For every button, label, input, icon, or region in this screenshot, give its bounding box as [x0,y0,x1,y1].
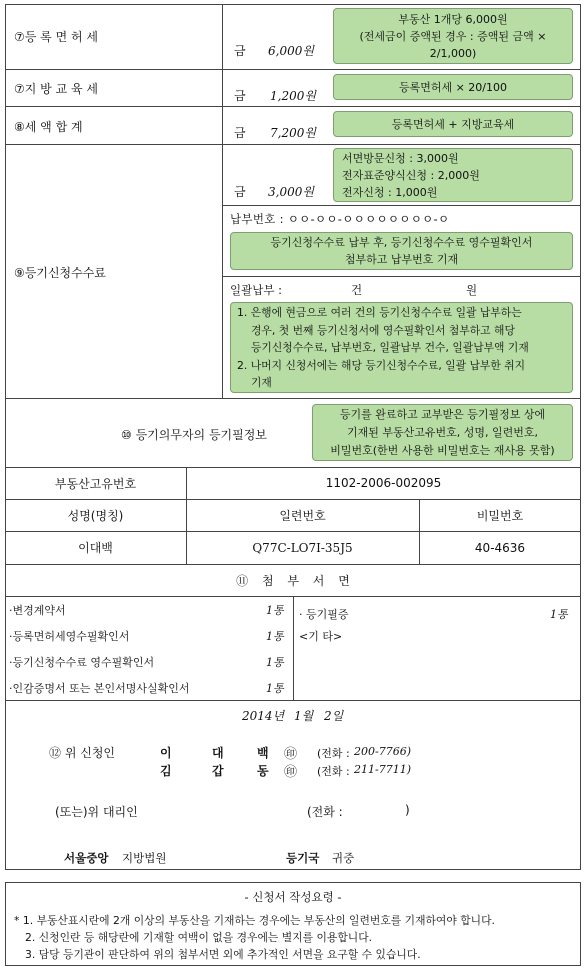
bulk-count-unit: 건 [351,283,363,297]
note-line: 서면방문신청 : 3,000원 [342,152,459,165]
bulk-payment-note [230,302,573,393]
password-value: 40-4636 [474,540,526,555]
date-month: 1월 [294,709,314,723]
property-no-label: 부동산고유번호 [54,476,137,491]
attachment-count: 1통 [266,656,284,669]
agent-label: (또는)위 대리인 [55,805,138,819]
note-line: 비밀번호(한번 사용한 비밀번호는 재사용 못함) [330,444,555,457]
office-suffix: 귀중 [332,851,355,865]
date-year: 2014년 [242,709,285,723]
attachment-item: ·등록면허세영수필확인서 [9,630,130,643]
attachment-item: ·인감증명서 또는 본인서명사실확인서 [9,682,190,695]
obligor-info-note [312,404,573,461]
serial-header: 일련번호 [279,508,326,523]
attachment-count: 1통 [266,682,284,695]
court-suffix: 지방법원 [122,851,167,865]
applicant1-name-char: 대 [212,746,224,760]
education-tax-note: 등록면허세 × 20/100 [333,74,573,100]
applicant1-name-char: 이 [160,746,172,760]
bulk-payment-label: 일괄납부 : [230,283,282,297]
applicant1-phone: 200-7766) [354,745,411,758]
tax-total-note: 등록면허세 + 지방교육세 [333,111,573,137]
applicant2-phone: 211-7711) [354,763,411,776]
serial-value: Q77C-LO7I-35J5 [252,540,353,555]
applicant2-name-char: 갑 [212,764,224,778]
guide-item: 3. 담당 등기관이 판단하여 위의 첨부서면 외에 추가적인 서면을 요구할 수 있습니다. [25,948,421,961]
registry-fee-label: ⑨등기신청수수료 [14,266,106,280]
registration-tax-label: ⑦등 록 면 허 세 [14,30,98,44]
education-tax-amount: 1,200원 [270,89,316,103]
court-name: 서울중앙 [64,851,109,865]
applicant2-phone-label: (전화 : [317,765,350,778]
row-divider [5,106,581,107]
agent-phone-label: (전화 : [307,805,343,819]
applicant2-name-char: 김 [160,764,172,778]
registry-fee-note [333,148,573,202]
note-line: (전세금이 증액된 경우 : 증액된 금액 × [359,30,547,43]
applicant2-name-char: 동 [257,764,269,778]
property-no-value: 1102-2006-002095 [325,476,442,490]
fee-column-divider [222,4,223,398]
tax-total-amount: 7,200원 [270,126,316,140]
row-divider [5,398,581,399]
applicant1-name-char: 백 [257,746,269,760]
amount-prefix: 금 [234,89,246,103]
attachments-title: ⑪ 첨 부 서 면 [236,573,350,588]
name-value: 이대백 [78,541,113,555]
attachment-count: 1통 [266,604,284,617]
payment-number: 납부번호 : ㅇㅇ-ㅇㅇ-ㅇㅇㅇㅇㅇㅇㅇㅇ-ㅇ [230,212,450,226]
seal-icon: ㊞ [284,765,298,780]
payment-number-note [230,232,573,270]
note-line: 등기신청수수료, 납부번호, 일괄납부 건수, 일괄납부액 기재 [251,341,529,354]
attachment-count: 1통 [266,630,284,643]
note-line: 1. 은행에 현금으로 여러 건의 등기신청수수료 일괄 납부하는 [237,306,522,319]
password-header: 비밀번호 [476,508,524,523]
row-divider [5,69,581,70]
row-divider [222,205,581,206]
note-line: 첨부하고 납부번호 기재 [344,253,459,266]
note-line: 부동산 1개당 6,000원 [398,13,508,26]
attachment-other-label: <기 타> [299,630,343,643]
note-line: 전자신청 : 1,000원 [342,186,438,199]
agent-phone-close: ) [405,803,410,817]
amount-prefix: 금 [234,185,246,199]
row-divider [5,700,581,701]
seal-icon: ㊞ [284,747,298,762]
education-tax-label: ⑦지 방 교 육 세 [14,82,98,96]
office-name: 등기국 [286,851,320,865]
guide-item: 2. 신청인란 등 해당란에 기재할 여백이 없을 경우에는 별지를 이용합니다. [25,931,373,944]
guide-item: * 1. 부동산표시란에 2개 이상의 부동산을 기재하는 경우에는 부동산의 일련번호를 기재하여야 합니다. [14,914,495,927]
note-line: 2/1,000) [429,47,477,60]
note-line: 등기를 완료하고 교부받은 등기필정보 상에 [339,408,546,421]
name-header: 성명(명칭) [67,508,124,523]
note-line: 2. 나머지 신청서에는 해당 등기신청수수료, 일괄 납부한 취지 [237,358,526,372]
amount-prefix: 금 [234,126,246,140]
note-line: 등기신청수수료 납부 후, 등기신청수수료 영수필확인서 [270,236,533,249]
row-divider [222,276,581,277]
attachment-count: 1통 [550,608,568,621]
obligor-info-label: ⑩ 등기의무자의 등기필정보 [121,428,267,442]
note-line: 전자표준양식신청 : 2,000원 [342,169,480,182]
attachment-item: ·등기신청수수료 영수필확인서 [9,656,155,669]
attachment-item: · 등기필증 [299,608,349,621]
date-day: 2일 [324,709,344,723]
note-line: 기재 [251,376,272,389]
amount-prefix: 금 [234,44,246,58]
registration-tax-note [333,8,573,64]
guide-title: - 신청서 작성요령 - [244,890,342,904]
applicant-label: ⑫ 위 신청인 [49,746,115,760]
note-line: 경우, 첫 번째 등기신청서에 영수필확인서 첨부하고 해당 [251,323,515,337]
row-divider [5,144,581,145]
bulk-amount-unit: 원 [466,283,478,297]
col-divider [293,596,294,700]
registration-tax-amount: 6,000원 [268,44,314,58]
attachment-item: ·변경계약서 [9,604,66,617]
applicant1-phone-label: (전화 : [317,747,350,760]
note-line: 기재된 부동산고유번호, 성명, 일련번호, [347,426,538,439]
tax-total-label: ⑧세 액 합 계 [14,120,83,134]
registry-fee-amount: 3,000원 [268,185,314,199]
